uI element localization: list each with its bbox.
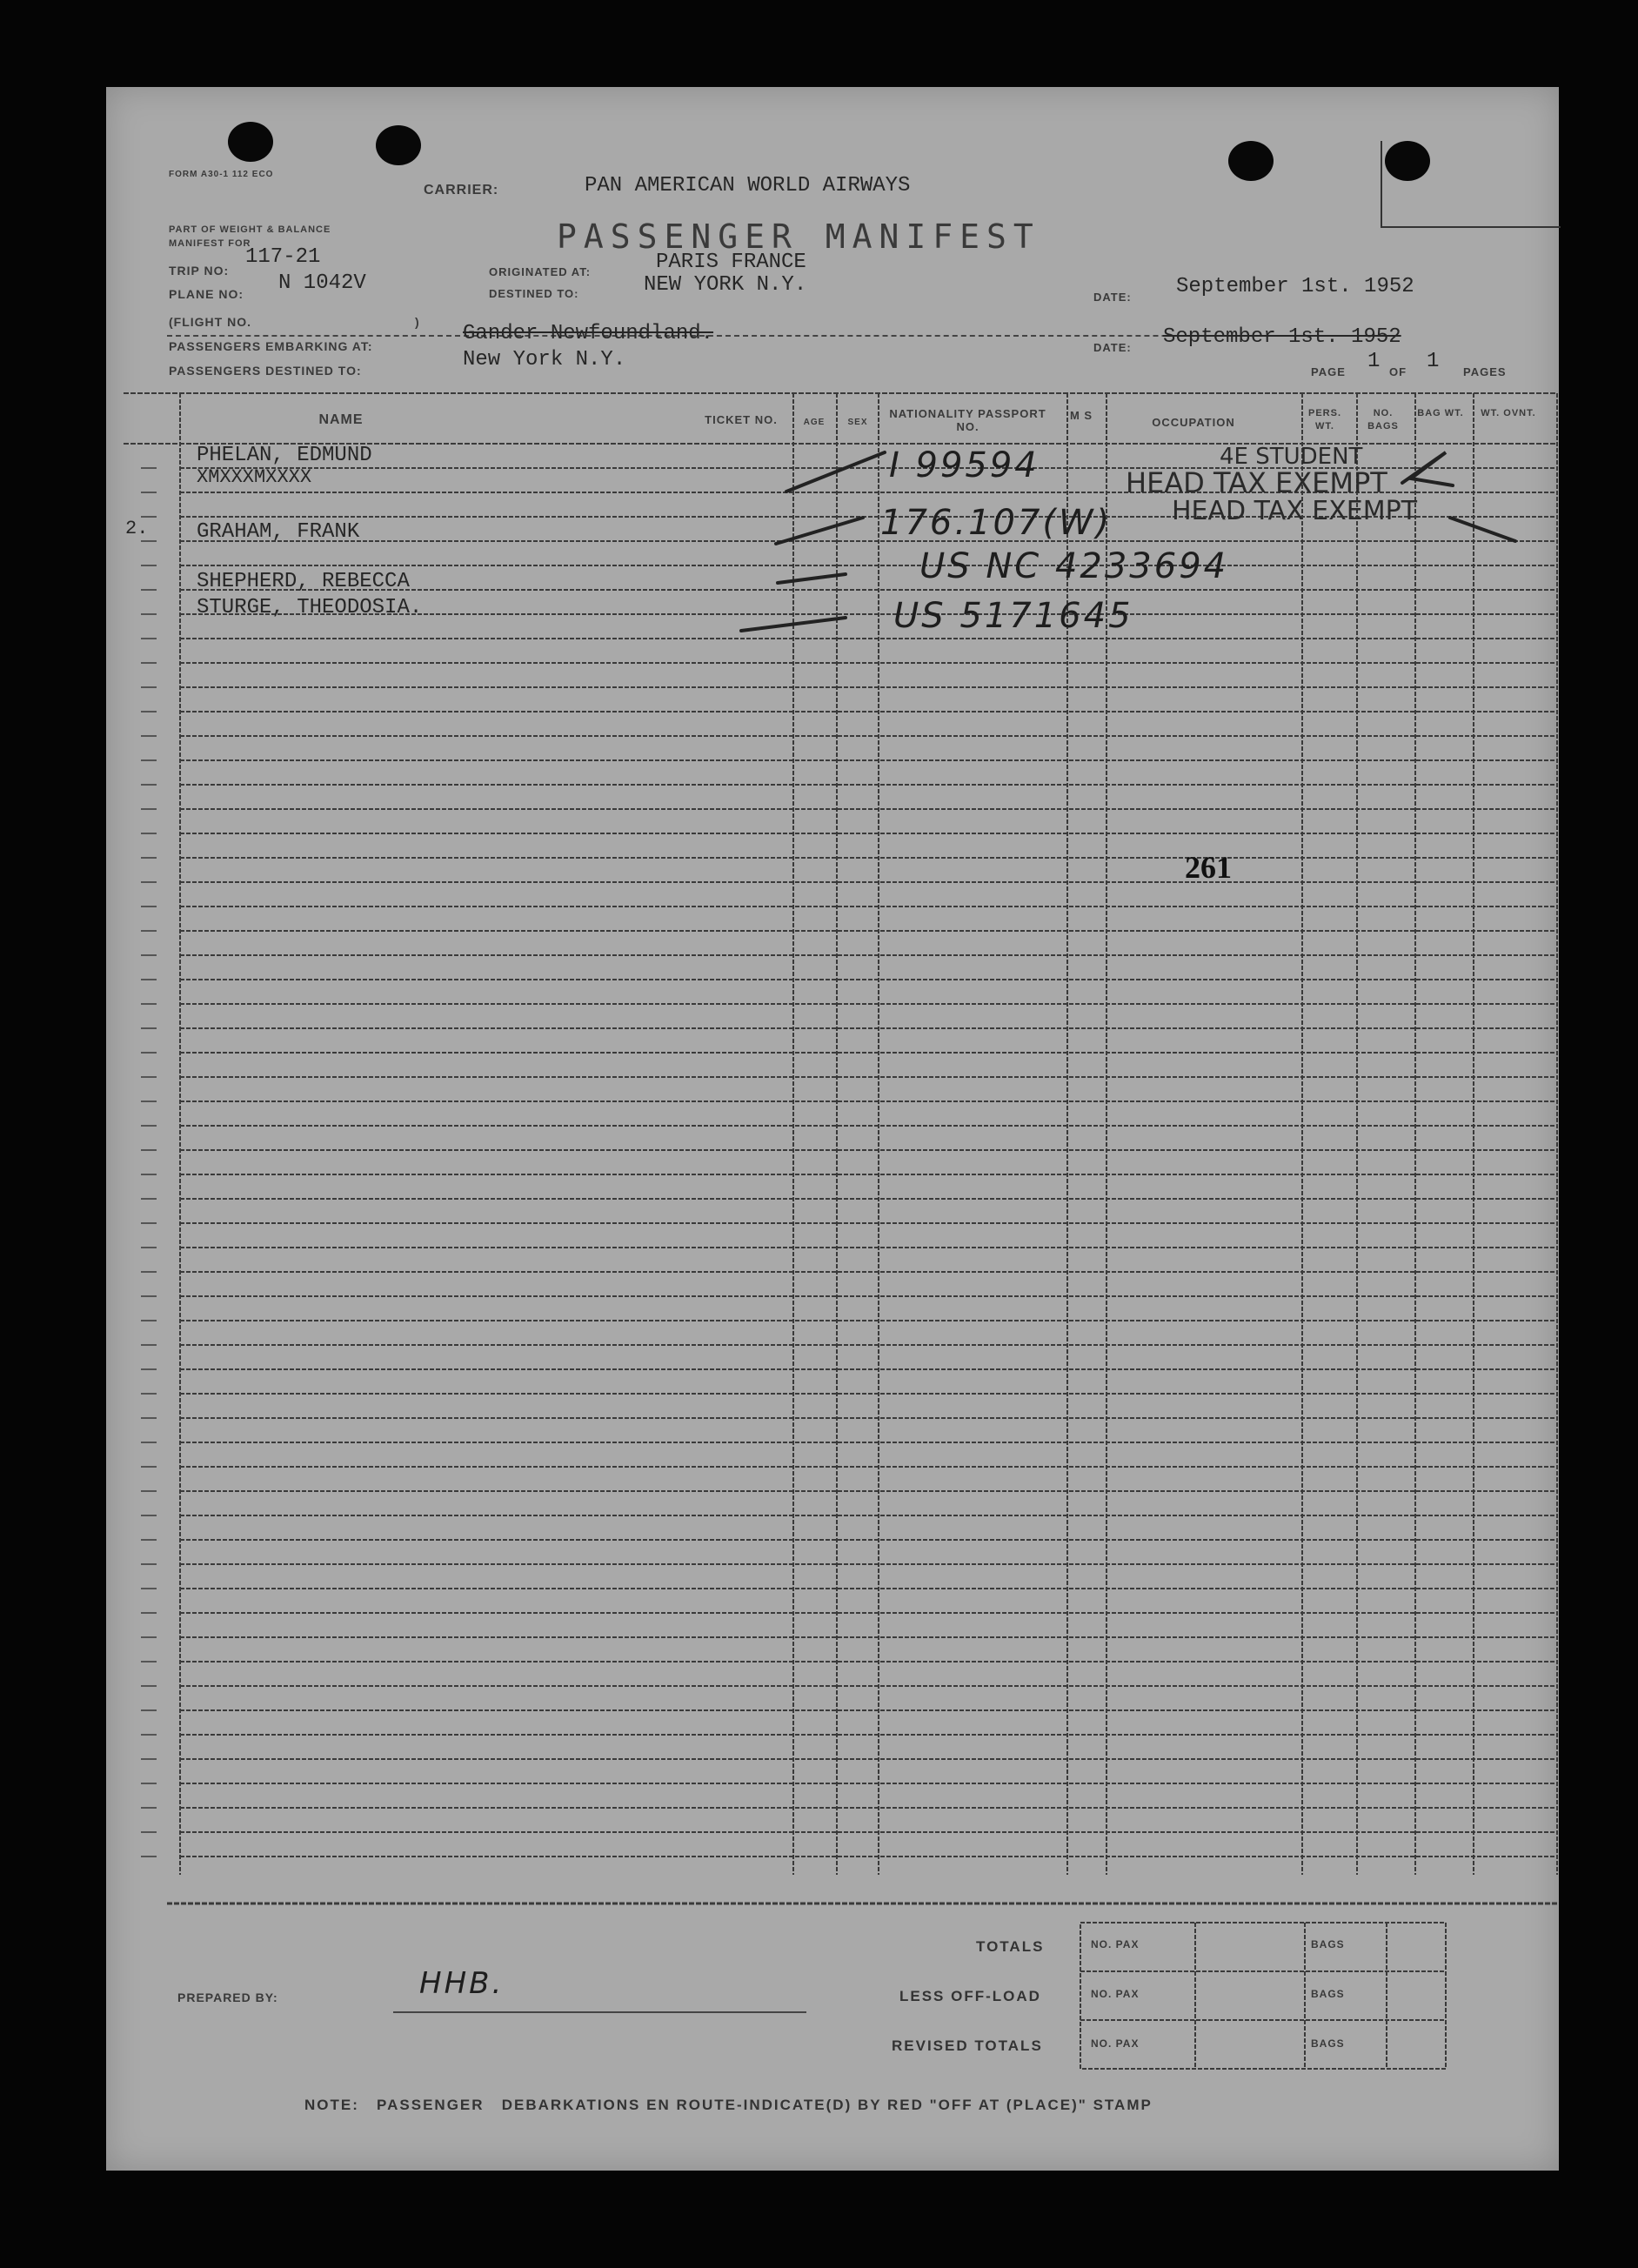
passenger-name: STURGE, THEODOSIA. bbox=[197, 596, 423, 619]
page-label: PAGE bbox=[1311, 365, 1346, 378]
trip-label: TRIP NO: bbox=[169, 264, 230, 278]
col-wt-ovnt: WT. OVNT. bbox=[1481, 408, 1536, 418]
carrier-label: CARRIER: bbox=[424, 183, 499, 197]
originated-value: PARIS FRANCE bbox=[656, 251, 806, 274]
bags-label: BAGS bbox=[1311, 2037, 1345, 2050]
col-age: AGE bbox=[803, 418, 826, 427]
passport-number: US NC 4233694 bbox=[919, 546, 1229, 586]
col-occupation: OCCUPATION bbox=[1152, 416, 1235, 429]
trip-number: 117-21 bbox=[245, 245, 321, 269]
col-nationality: NATIONALITY PASSPORT NO. bbox=[889, 407, 1046, 433]
carrier-name: PAN AMERICAN WORLD AIRWAYS bbox=[585, 174, 911, 197]
passport-number: 176.107(W) bbox=[880, 503, 1113, 543]
destined-to-label: PASSENGERS DESTINED TO: bbox=[169, 364, 362, 378]
row-prefix: 2. bbox=[125, 518, 149, 539]
revised-totals-label: REVISED TOTALS bbox=[892, 2037, 1043, 2054]
passport-number: I 99594 bbox=[889, 445, 1040, 485]
no-pax-label: NO. PAX bbox=[1091, 1938, 1140, 1950]
less-offload-label: LESS OFF-LOAD bbox=[899, 1988, 1041, 2004]
col-sex: SEX bbox=[847, 418, 868, 427]
originated-label: ORIGINATED AT: bbox=[489, 265, 592, 278]
page-title: PASSENGER MANIFEST bbox=[557, 217, 1040, 256]
passenger-name: PHELAN, EDMUND bbox=[197, 444, 372, 467]
plane-label: PLANE NO: bbox=[169, 287, 244, 301]
bags-label: BAGS bbox=[1311, 1988, 1345, 2000]
occupation-value: 4E STUDENT bbox=[1220, 444, 1363, 470]
date-value: September 1st. 1952 bbox=[1176, 275, 1414, 298]
flight-label: (FLIGHT NO. bbox=[169, 315, 251, 329]
passenger-name-line2: XMXXXMXXXX bbox=[197, 466, 312, 488]
col-ms: M S bbox=[1069, 409, 1093, 422]
part-of-label: PART OF WEIGHT & BALANCE bbox=[169, 224, 331, 235]
col-ticket: TICKET NO. bbox=[705, 413, 778, 426]
plane-number: N 1042V bbox=[278, 271, 366, 295]
destined-to-value: New York N.Y. bbox=[463, 348, 626, 371]
page-total: 1 bbox=[1427, 350, 1440, 373]
col-no-bags: NO. BAGS bbox=[1367, 408, 1399, 432]
embarking-label: PASSENGERS EMBARKING AT: bbox=[169, 339, 373, 353]
no-pax-label: NO. PAX bbox=[1091, 1988, 1140, 2000]
destined-value: NEW YORK N.Y. bbox=[644, 273, 807, 297]
passenger-name: SHEPHERD, REBECCA bbox=[197, 570, 410, 593]
preparer-initials: HHB. bbox=[419, 1966, 505, 2001]
col-bag-wt: BAG WT. bbox=[1417, 408, 1464, 418]
destined-label: DESTINED TO: bbox=[489, 287, 579, 300]
col-name: NAME bbox=[318, 412, 364, 427]
date-label-2: DATE: bbox=[1093, 341, 1132, 354]
page-number: 1 bbox=[1367, 350, 1381, 373]
manifest-for-label: MANIFEST FOR bbox=[169, 238, 251, 249]
pages-label: PAGES bbox=[1463, 365, 1507, 378]
head-tax-stamp: HEAD TAX EXEMPT bbox=[1126, 466, 1387, 499]
stamp-number: 261 bbox=[1185, 850, 1232, 885]
of-label: OF bbox=[1389, 365, 1407, 378]
col-pers-wt: PERS. WT. bbox=[1307, 408, 1341, 432]
form-number: FORM A30-1 112 ECO bbox=[169, 170, 274, 179]
totals-box-grid bbox=[106, 87, 1559, 2171]
manifest-sheet bbox=[106, 87, 1559, 2171]
passenger-name: GRAHAM, FRANK bbox=[197, 520, 360, 544]
totals-label: TOTALS bbox=[976, 1938, 1045, 1955]
head-tax-stamp: HEAD TAX EXEMPT bbox=[1172, 496, 1418, 526]
flight-close: ) bbox=[415, 315, 420, 329]
no-pax-label: NO. PAX bbox=[1091, 2037, 1140, 2050]
prepared-by-label: PREPARED BY: bbox=[177, 1990, 278, 2004]
passport-number: US 5171645 bbox=[893, 596, 1133, 636]
date-value-2: September 1st. 1952 bbox=[1163, 325, 1401, 349]
embarking-value: Gander Newfoundland. bbox=[463, 322, 714, 345]
bags-label: BAGS bbox=[1311, 1938, 1345, 1950]
debarkation-note: NOTE: PASSENGER DEBARKATIONS EN ROUTE-INDICATE(D) BY RED "OFF AT (PLACE)" STAMP bbox=[304, 2097, 1153, 2113]
date-label: DATE: bbox=[1093, 291, 1132, 304]
